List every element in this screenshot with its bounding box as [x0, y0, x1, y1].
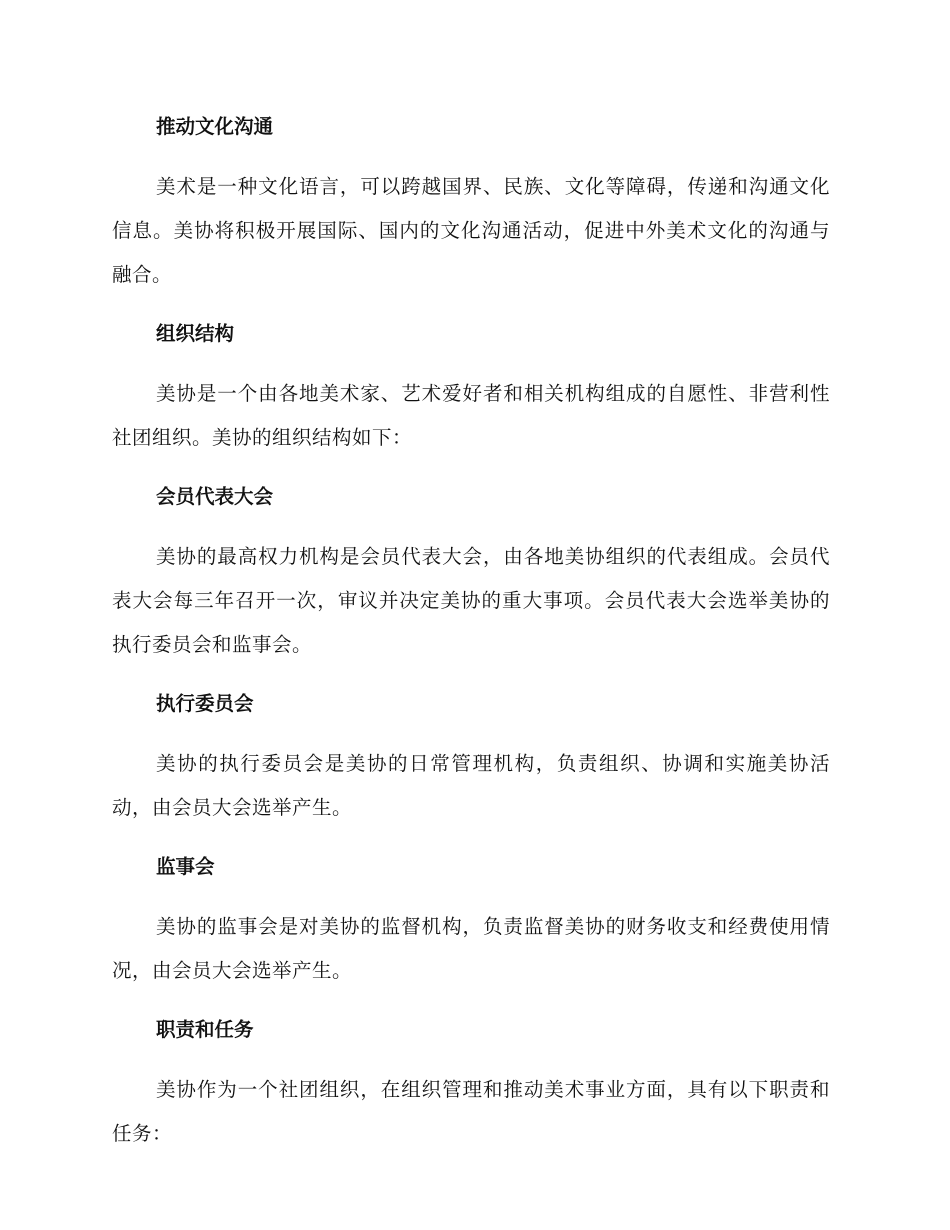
section-body-organization-structure: 美协是一个由各地美术家、艺术爱好者和相关机构组成的自愿性、非营利性社团组织。美协的组织结构如下： — [112, 382, 830, 449]
spacer — [112, 144, 830, 165]
section-body-supervisory-board: 美协的监事会是对美协的监督机构，负责监督美协的财务收支和经费使用情况，由会员大会选举产生。 — [112, 915, 830, 982]
section-heading-organization-structure: 组织结构 — [156, 322, 235, 345]
spacer — [112, 830, 830, 850]
section-body-executive-committee: 美协的执行委员会是美协的日常管理机构，负责组织、协调和实施美协活动，由会员大会选举产生。 — [112, 752, 830, 819]
spacer — [112, 297, 830, 317]
section-heading-executive-committee: 执行委员会 — [156, 692, 254, 715]
section-body-duties-tasks: 美协作为一个社团组织，在组织管理和推动美术事业方面，具有以下职责和任务： — [112, 1078, 830, 1145]
spacer — [112, 884, 830, 905]
section-body-members-congress: 美协的最高权力机构是会员代表大会，由各地美协组织的代表组成。会员代表大会每三年召开一次，审议并决定美协的重大事项。会员代表大会选举美协的执行委员会和监事会。 — [112, 545, 830, 656]
section-heading-members-congress: 会员代表大会 — [156, 485, 274, 508]
section-body-cultural-exchange: 美术是一种文化语言，可以跨越国界、民族、文化等障碍，传递和沟通文化信息。美协将积极开展国际、国内的文化沟通活动，促进中外美术文化的沟通与融合。 — [112, 175, 830, 286]
spacer — [112, 514, 830, 535]
spacer — [112, 460, 830, 480]
spacer — [112, 721, 830, 742]
section-heading-cultural-exchange: 推动文化沟通 — [156, 115, 274, 138]
spacer — [112, 1047, 830, 1068]
document-content — [112, 110, 830, 1156]
section-heading-duties-tasks: 职责和任务 — [156, 1018, 254, 1041]
spacer — [112, 667, 830, 687]
spacer — [112, 993, 830, 1013]
section-heading-supervisory-board: 监事会 — [156, 855, 215, 878]
spacer — [112, 351, 830, 372]
